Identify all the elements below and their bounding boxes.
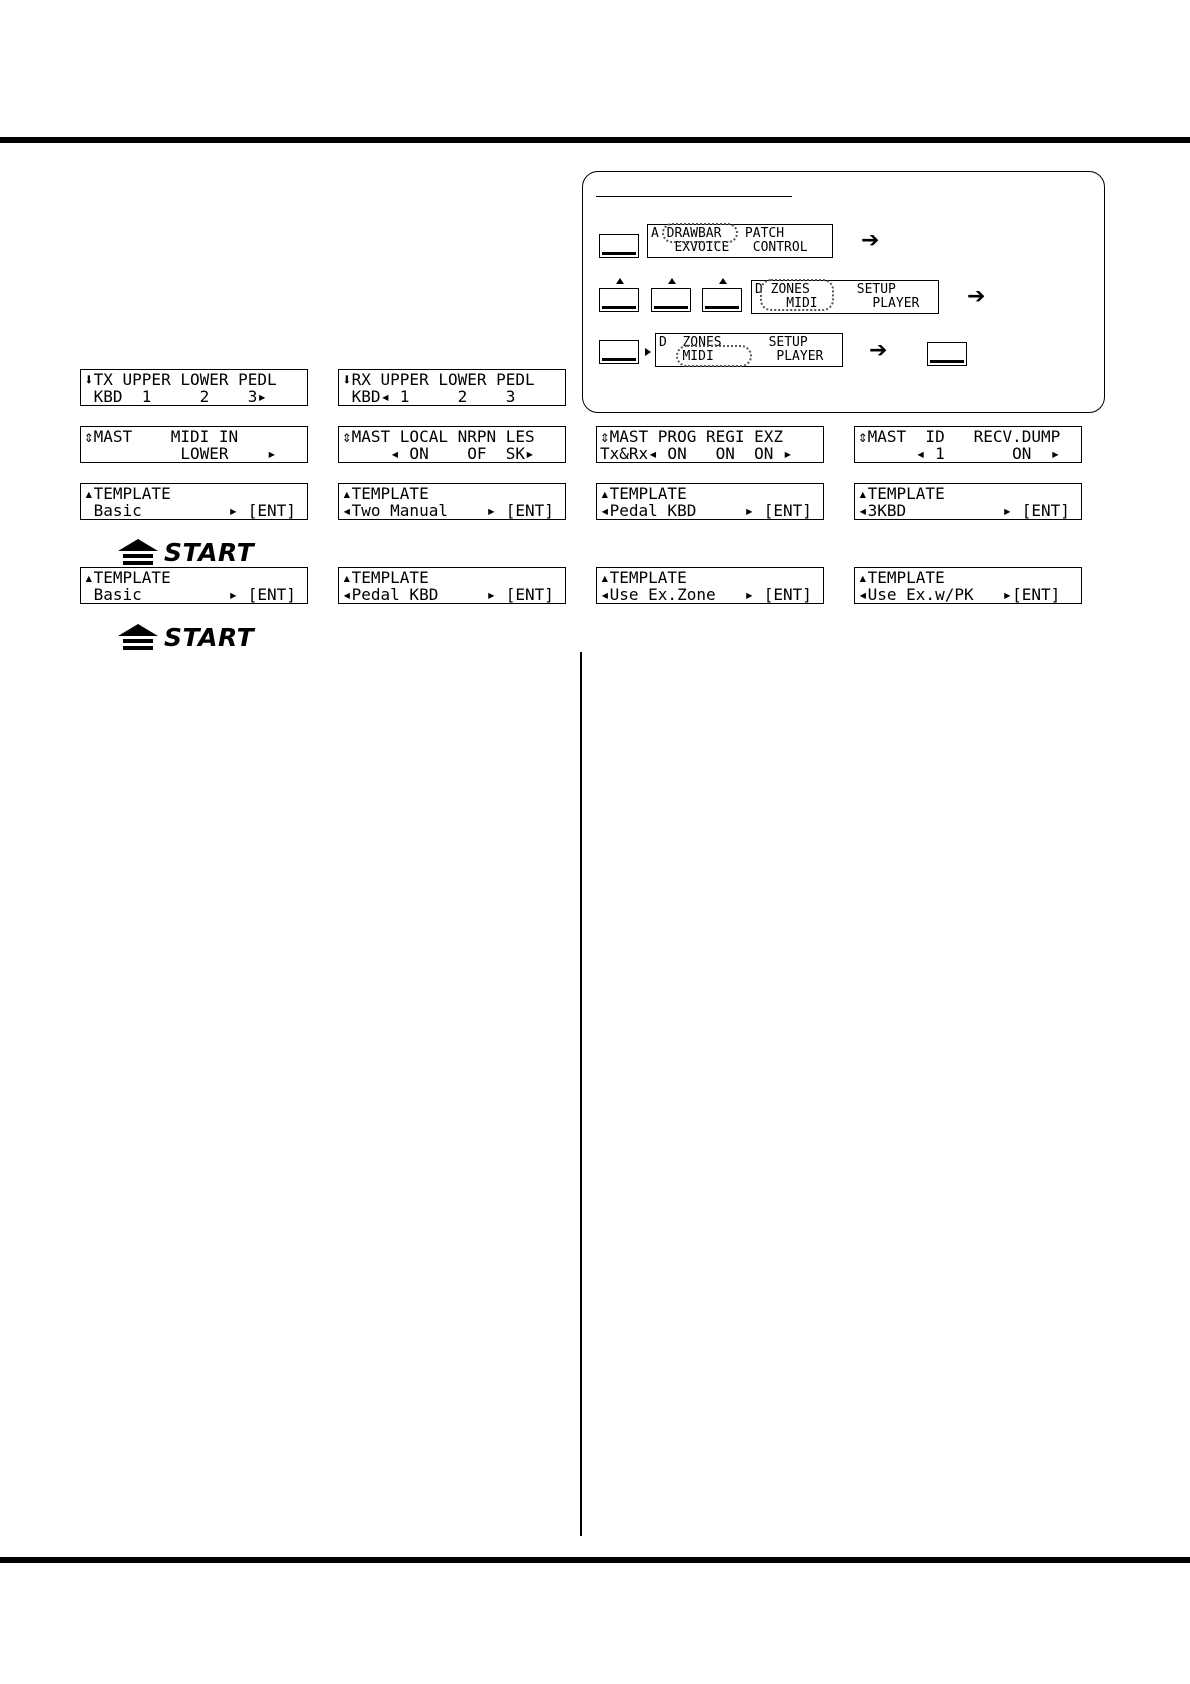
start-arrow-icon xyxy=(118,624,158,652)
lcd-line: ▴TEMPLATE xyxy=(342,485,429,502)
start-marker xyxy=(118,538,254,567)
lcd-line: ▴TEMPLATE xyxy=(600,569,687,586)
up-indicator-icon xyxy=(616,278,624,284)
up-indicator-icon xyxy=(668,278,676,284)
drawbar-highlight xyxy=(665,226,735,240)
midi-highlight xyxy=(679,348,749,364)
lcd-line: KBD 1 2 3▸ xyxy=(84,388,268,405)
lcd-line: ▴TEMPLATE xyxy=(84,485,171,502)
lcd-rx xyxy=(338,369,566,406)
display-line: MIDI PLAYER xyxy=(755,296,920,311)
lcd-line: ⇕MAST PROG REGI EXZ xyxy=(600,428,784,445)
lcd-line: ⬇TX UPPER LOWER PEDL xyxy=(84,371,277,388)
display-line: D ZONES SETUP xyxy=(659,335,808,350)
lcd-mast-midi-in xyxy=(80,426,308,463)
display-line: D ZONES SETUP xyxy=(755,282,896,297)
start-marker xyxy=(118,623,254,652)
lcd-line: ▴TEMPLATE xyxy=(600,485,687,502)
lcd-line: ◂Pedal KBD ▸ [ENT] xyxy=(342,586,554,603)
top-rule xyxy=(0,137,1190,143)
lcd-line: ◂Two Manual ▸ [ENT] xyxy=(342,502,554,519)
lcd-template-pedal-kbd xyxy=(596,483,824,520)
lcd-tx xyxy=(80,369,308,406)
up-indicator-icon xyxy=(719,278,727,284)
lcd-template-3kbd xyxy=(854,483,1082,520)
lcd-line: KBD◂ 1 2 3 xyxy=(342,388,516,405)
lcd-line: ▴TEMPLATE xyxy=(342,569,429,586)
function-button-2[interactable] xyxy=(651,288,691,312)
function-button-1[interactable] xyxy=(599,288,639,312)
start-label: START xyxy=(164,623,255,652)
lcd-template-pedal-kbd-2 xyxy=(338,567,566,604)
lcd-template-basic-2 xyxy=(80,567,308,604)
column-divider xyxy=(580,652,582,1536)
cursor-right-icon xyxy=(645,348,651,356)
lcd-line: ◂3KBD ▸ [ENT] xyxy=(858,502,1070,519)
lcd-line: ▴TEMPLATE xyxy=(858,569,945,586)
lcd-line: LOWER ▸ xyxy=(84,445,277,462)
lcd-line: ◂Use Ex.w/PK ▸[ENT] xyxy=(858,586,1061,603)
display-line: MIDI PLAYER xyxy=(659,349,824,364)
lcd-line: ◂ ON OF SK▸ xyxy=(342,445,535,462)
enter-button[interactable] xyxy=(927,342,967,366)
lcd-line: Basic ▸ [ENT] xyxy=(84,586,296,603)
lcd-template-basic xyxy=(80,483,308,520)
lcd-template-two-manual xyxy=(338,483,566,520)
start-arrow-icon xyxy=(118,539,158,567)
arrow-icon: ➔ xyxy=(861,228,880,253)
lcd-mast-local xyxy=(338,426,566,463)
lcd-template-use-ex-zone xyxy=(596,567,824,604)
display-line: A DRAWBAR PATCH xyxy=(651,226,785,241)
lcd-line: ▴TEMPLATE xyxy=(84,569,171,586)
cursor-button[interactable] xyxy=(599,340,639,364)
lcd-line: Tx&Rx◂ ON ON ON ▸ xyxy=(600,445,793,462)
panel-heading-underline xyxy=(596,196,792,197)
lcd-line: ⇕MAST ID RECV.DUMP xyxy=(858,428,1061,445)
lcd-line: ◂Use Ex.Zone ▸ [ENT] xyxy=(600,586,812,603)
function-button-3[interactable] xyxy=(702,288,742,312)
display-line: EXVOICE CONTROL xyxy=(651,240,808,255)
lcd-mast-prog xyxy=(596,426,824,463)
lcd-line: ◂Pedal KBD ▸ [ENT] xyxy=(600,502,812,519)
lcd-line: Basic ▸ [ENT] xyxy=(84,502,296,519)
lcd-line: ◂ 1 ON ▸ xyxy=(858,445,1061,462)
lcd-template-use-ex-wpk xyxy=(854,567,1082,604)
lcd-line: ▴TEMPLATE xyxy=(858,485,945,502)
bottom-rule xyxy=(0,1557,1190,1563)
lcd-line: ⇕MAST LOCAL NRPN LES xyxy=(342,428,535,445)
arrow-icon: ➔ xyxy=(869,338,888,363)
lcd-line: ⇕MAST MIDI IN xyxy=(84,428,239,445)
lcd-mast-id xyxy=(854,426,1082,463)
zones-highlight xyxy=(763,282,831,308)
lcd-line: ⬇RX UPPER LOWER PEDL xyxy=(342,371,535,388)
start-label: START xyxy=(164,538,255,567)
operation-panel xyxy=(582,171,1105,413)
arrow-icon: ➔ xyxy=(967,284,986,309)
page-button[interactable] xyxy=(599,234,639,258)
